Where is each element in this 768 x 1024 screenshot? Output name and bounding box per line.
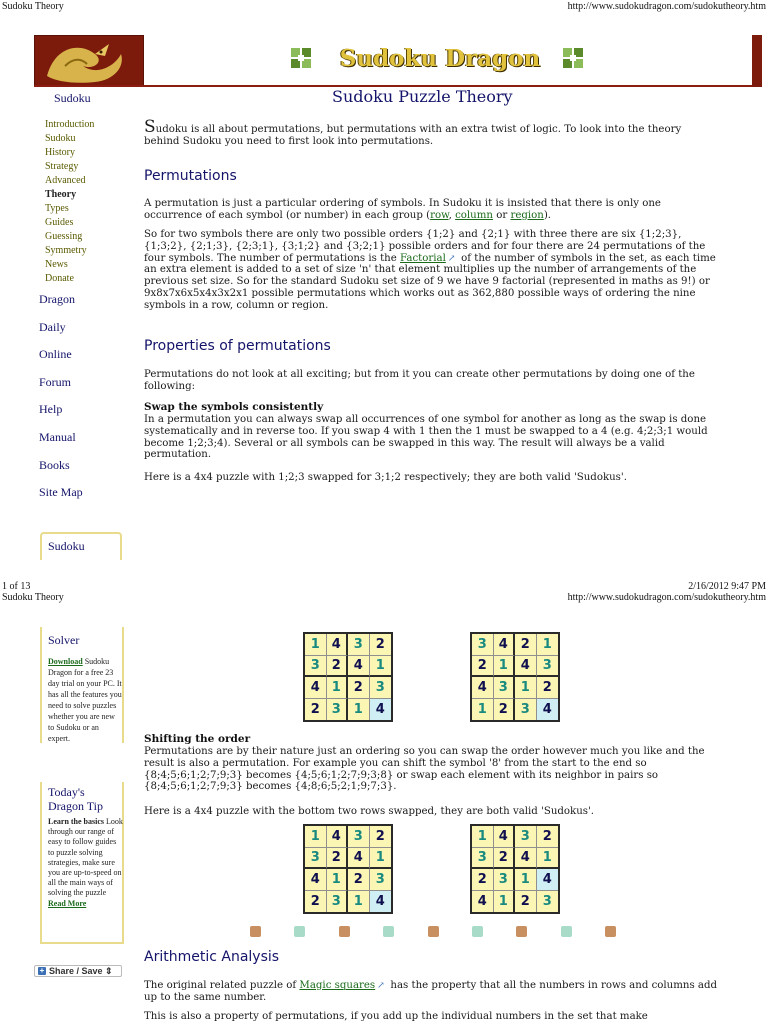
nav-item-site-map[interactable]: Site Map	[39, 485, 83, 500]
grid-cell: 1	[515, 677, 537, 699]
grid-cell: 3	[472, 634, 494, 656]
tip-text: Learn the basics Look through our range of easy to follow guides to puzzle solving strategies, make sure you are up-to-speed on all the main ways of solving the puzzle Read More	[48, 817, 123, 908]
grid-cell: 1	[537, 634, 559, 656]
grid-cell: 4	[494, 826, 516, 848]
brown-square-icon	[428, 926, 439, 937]
submenu-item-sudoku[interactable]: Sudoku	[45, 133, 76, 144]
submenu-item-types[interactable]: Types	[45, 203, 69, 214]
print-footer-right	[568, 581, 766, 603]
external-link-icon: ↗	[447, 253, 456, 264]
grid-cell: 3	[327, 699, 349, 721]
grid-cell: 3	[327, 891, 349, 913]
print-footer-left	[2, 581, 64, 603]
teal-square-icon	[383, 926, 394, 937]
grid-cell: 4	[370, 699, 392, 721]
grid-cell: 2	[370, 826, 392, 848]
plus-icon: +	[39, 966, 45, 975]
paragraph-permutation-definition: A permutation is just a particular ordering of symbols. In Sudoku it is insisted that there is only one occurrence of each symbol (or number) in each group (row, column or region).	[144, 198, 661, 221]
nav-item-dragon[interactable]: Dragon	[39, 292, 75, 306]
grid-cell: 1	[494, 656, 516, 678]
grid-cell: 3	[515, 826, 537, 848]
submenu-item-introduction[interactable]: Introduction	[45, 119, 95, 130]
paragraph-factorial: So for two symbols there are only two possible orders {1;2} and {2;1} with three there are six {1;2;3}, {1;3;2}, {2;1;3}, {2;3;1}, {3;1;2} and {3;2;1} possible orders and for four there are 24 permutations of the four symbols. The number of permutations is the Factorial ↗ of the number of symbols in the set, as each time an extra element is added to a set of size 'n' that element multiplies up the number of arrangements of the previous set size. So for the standard Sudoku set size of 9 we have 9 factorial (represented in maths as 9!) or 9x8x7x6x5x4x3x2x1 possible permutations which works out as 362,880 possible ways of ordering the nine symbols in a row, column or region.	[144, 229, 716, 311]
grid-cell: 1	[494, 891, 516, 913]
heading-properties: Properties of permutations	[144, 338, 331, 354]
column-link[interactable]: column	[455, 209, 493, 221]
site-banner	[290, 42, 590, 76]
brown-square-icon	[516, 926, 527, 937]
grid-cell: 2	[537, 677, 559, 699]
grid-cell: 1	[537, 848, 559, 870]
grid-cell: 1	[370, 656, 392, 678]
nav-item-forum[interactable]: Forum	[39, 374, 72, 389]
heading-permutations: Permutations	[144, 168, 237, 184]
grid-cell: 3	[305, 656, 327, 678]
sidebar-submenu	[45, 118, 94, 286]
page-title: Sudoku Puzzle Theory	[332, 87, 513, 106]
grid-cell: 4	[305, 677, 327, 699]
solver-text: Download Sudoku Dragon for a free 23 day trial on your PC. It has all the features you need to solve puzzles whether you are new to Sudoku or an expert.	[48, 657, 122, 743]
grid-cell: 2	[305, 891, 327, 913]
grid-cell: 2	[494, 699, 516, 721]
grid-cell: 2	[348, 869, 370, 891]
print-datetime: 2/16/2012 9:47 PM	[688, 581, 766, 592]
decorative-divider	[250, 926, 622, 938]
puzzle-grid	[303, 824, 393, 914]
paragraph-magic-squares: The original related puzzle of Magic squares ↗ has the property that all the numbers in rows and columns add up to the same number.	[144, 980, 718, 1003]
grid-cell: 3	[472, 848, 494, 870]
nav-item-daily[interactable]: Daily	[39, 319, 66, 334]
brown-square-icon	[605, 926, 616, 937]
green-ornament-icon	[562, 47, 584, 69]
submenu-item-guessing[interactable]: Guessing	[45, 231, 83, 242]
submenu-item-theory[interactable]: Theory	[45, 189, 77, 200]
teal-square-icon	[472, 926, 483, 937]
grid-cell: 1	[370, 848, 392, 870]
grid-cell: 1	[305, 634, 327, 656]
grid-cell: 4	[305, 869, 327, 891]
grid-cell: 2	[472, 869, 494, 891]
puzzle-grid	[470, 632, 560, 722]
grid-cell: 3	[537, 656, 559, 678]
grid-cell: 3	[494, 869, 516, 891]
grid-cell: 4	[327, 634, 349, 656]
dragon-tip-box	[40, 782, 124, 944]
grid-cell: 2	[472, 656, 494, 678]
row-link[interactable]: row	[430, 209, 449, 221]
grid-cell: 1	[515, 869, 537, 891]
print-header-title: Sudoku Theory	[2, 1, 64, 12]
grid-cell: 3	[305, 848, 327, 870]
grid-cell: 1	[327, 677, 349, 699]
nav-item-manual[interactable]: Manual	[39, 429, 76, 444]
green-ornament-icon	[290, 47, 312, 69]
factorial-link[interactable]: Factorial	[400, 252, 446, 264]
submenu-item-history[interactable]: History	[45, 147, 75, 158]
grid-cell: 2	[327, 848, 349, 870]
grid-cell: 3	[348, 634, 370, 656]
sidebar-heading[interactable]: Sudoku	[54, 91, 91, 105]
submenu-item-news[interactable]: News	[45, 259, 68, 270]
puzzle-grid	[303, 632, 393, 722]
grid-cell: 4	[494, 634, 516, 656]
read-more-link[interactable]: Read More	[48, 898, 87, 908]
grid-cell: 2	[515, 891, 537, 913]
grid-cell: 4	[472, 677, 494, 699]
solver-title: Solver	[48, 633, 80, 647]
submenu-item-advanced[interactable]: Advanced	[45, 175, 86, 186]
grid-cell: 3	[370, 869, 392, 891]
paragraph-swap: In a permutation you can always swap all occurrences of one symbol for another as long as the swap is done systematically and in reverse too. If you swap 4 with 1 then the 1 must be swapped to a 4 (e.g. 4;2;3;1 would become 1;2;3;4). Several or all symbols can be swapped in this way. The result will always be a valid permutation.	[144, 414, 708, 461]
grid-cell: 3	[515, 699, 537, 721]
submenu-item-symmetry[interactable]: Symmetry	[45, 245, 87, 256]
nav-item-help[interactable]: Help	[39, 402, 63, 417]
grid-cell: 2	[327, 656, 349, 678]
intro-paragraph: Sudoku is all about permutations, but permutations with an extra twist of logic. To look into the theory behind Sudoku you need to first look into permutations.	[144, 117, 682, 147]
solver-box	[40, 627, 124, 743]
grid-cell: 4	[515, 656, 537, 678]
nav-item-online[interactable]: Online	[39, 347, 72, 362]
page-number: 1 of 13	[2, 581, 31, 592]
grid-cell: 2	[537, 826, 559, 848]
banner-end-cap	[752, 35, 762, 87]
grid-cell: 3	[370, 677, 392, 699]
nav-item-books[interactable]: Books	[39, 457, 70, 472]
dragon-icon	[35, 36, 144, 87]
grid-cell: 2	[348, 677, 370, 699]
grid-cell: 4	[537, 699, 559, 721]
grid-cell: 1	[472, 699, 494, 721]
grid-cell: 1	[305, 826, 327, 848]
external-link-icon: ↗	[377, 981, 385, 991]
print-header-url: http://www.sudokudragon.com/sudokutheory.htm	[567, 1, 766, 12]
share-save-button[interactable]: + Share / Save ⇕	[34, 965, 122, 977]
grid-cell: 1	[472, 826, 494, 848]
grid-cell: 3	[542, 893, 552, 909]
teal-square-icon	[561, 926, 572, 937]
submenu-item-strategy[interactable]: Strategy	[45, 161, 79, 172]
puzzle-grid	[470, 824, 560, 914]
grid-cell: 4	[472, 891, 494, 913]
region-link[interactable]: region	[510, 209, 544, 221]
heading-shifting-order: Shifting the order	[144, 733, 251, 745]
heading-swap-symbols: Swap the symbols consistently	[144, 401, 324, 413]
paragraph-properties: Permutations do not look at all exciting; but from it you can create other permutations by doing one of the following:	[144, 369, 695, 392]
grid-cell: 1	[327, 869, 349, 891]
teal-square-icon	[294, 926, 305, 937]
grid-cell: 4	[348, 656, 370, 678]
magic-squares-link[interactable]: Magic squares	[299, 980, 376, 991]
paragraph-shift-example: Here is a 4x4 puzzle with the bottom two rows swapped, they are both valid 'Sudokus'.	[144, 806, 595, 817]
tip-title: Today's Dragon Tip	[48, 785, 104, 813]
grid-cell: 4	[537, 869, 559, 891]
submenu-item-guides[interactable]: Guides	[45, 217, 74, 228]
sidebar-box-sudoku	[40, 532, 122, 560]
grid-cell: 3	[348, 826, 370, 848]
submenu-item-donate[interactable]: Donate	[45, 273, 74, 284]
dragon-logo[interactable]	[34, 35, 144, 87]
grid-cell: 2	[494, 848, 516, 870]
paragraph-permutation-sum: This is also a property of permutations, if you add up the individual numbers in the set that make	[144, 1011, 648, 1022]
download-link[interactable]: Download	[48, 657, 83, 666]
grid-cell: 4	[515, 848, 537, 870]
box-title: Sudoku	[48, 539, 85, 553]
grid-cell: 1	[348, 699, 370, 721]
grid-cell: 3	[494, 677, 516, 699]
grid-cell: 1	[348, 891, 370, 913]
brown-square-icon	[339, 926, 350, 937]
heading-arithmetic-analysis: Arithmetic Analysis	[144, 949, 280, 965]
sidebar-nav	[39, 292, 83, 513]
grid-cell: 2	[370, 634, 392, 656]
brown-square-icon	[250, 926, 261, 937]
grid-cell: 4	[370, 891, 392, 913]
grid-cell: 2	[515, 634, 537, 656]
grid-cell: 4	[327, 826, 349, 848]
banner-title: Sudoku Dragon	[339, 45, 541, 72]
print-header-url-2: http://www.sudokudragon.com/sudokutheory.htm	[567, 592, 766, 603]
print-header-title-2: Sudoku Theory	[2, 592, 64, 603]
paragraph-swap-example: Here is a 4x4 puzzle with 1;2;3 swapped for 3;1;2 respectively; they are both valid 'Sudokus'.	[144, 472, 627, 483]
grid-cell: 4	[348, 848, 370, 870]
paragraph-shifting: Permutations are by their nature just an ordering so you can swap the order however much you like and the result is also a permutation. For example you can shift the symbol '8' from the start to the end so {8;4;5;6;1;2;7;9;3} becomes {4;5;6;1;2;7;9;3;8} or swap each element with its neighbor in pairs so {8;4;5;6;1;2;7;9;3} becomes {4;8;6;5;2;1;9;7;3}.	[144, 746, 705, 793]
grid-cell: 2	[305, 699, 327, 721]
